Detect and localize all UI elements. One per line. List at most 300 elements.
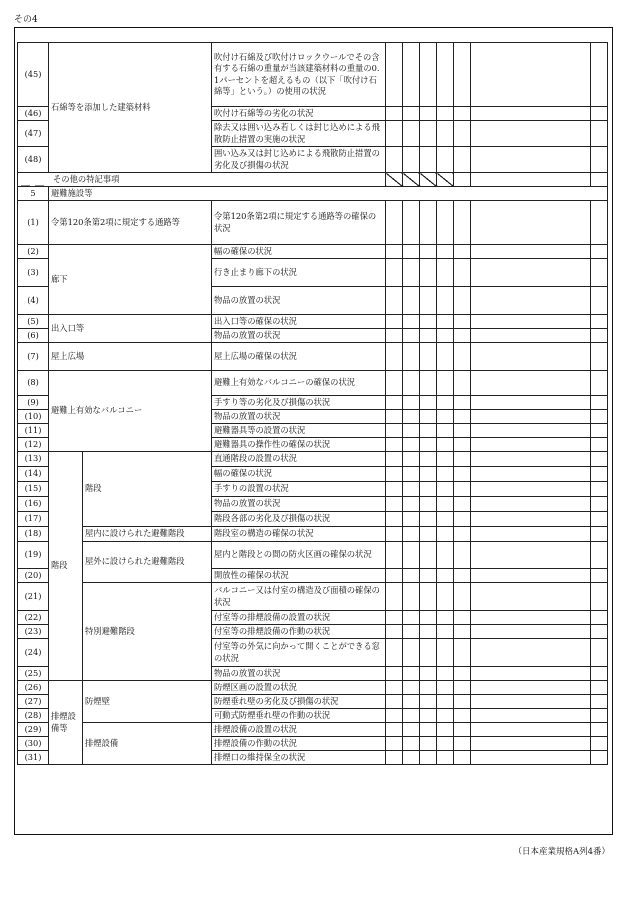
check-cell[interactable] bbox=[591, 467, 608, 482]
check-cell[interactable] bbox=[437, 482, 454, 497]
notes-cell[interactable] bbox=[471, 147, 591, 173]
item-label: 付室等の排煙設備の設置の状況 bbox=[212, 611, 386, 625]
check-cell[interactable] bbox=[403, 371, 420, 396]
check-cell[interactable] bbox=[403, 625, 420, 639]
check-cell[interactable] bbox=[591, 452, 608, 467]
check-cell[interactable] bbox=[386, 424, 403, 438]
item-label: 付室等の排煙設備の作動の状況 bbox=[212, 625, 386, 639]
check-cell[interactable] bbox=[386, 709, 403, 723]
special-notes-text: その他の特記事項 bbox=[53, 173, 120, 184]
check-cell[interactable] bbox=[420, 709, 437, 723]
check-cell[interactable] bbox=[386, 497, 403, 512]
check-cell[interactable] bbox=[454, 147, 471, 173]
check-cell[interactable] bbox=[437, 542, 454, 569]
row-number: (2) bbox=[18, 245, 49, 259]
check-cell[interactable] bbox=[386, 527, 403, 542]
notes-cell[interactable] bbox=[471, 625, 591, 639]
check-cell[interactable] bbox=[403, 737, 420, 751]
check-cell[interactable] bbox=[403, 315, 420, 329]
notes-cell[interactable] bbox=[471, 396, 591, 410]
item-label: 除去又は囲い込み若しくは封じ込めによる飛散防止措置の実施の状況 bbox=[212, 121, 386, 147]
check-cell[interactable] bbox=[403, 497, 420, 512]
check-cell[interactable] bbox=[454, 245, 471, 259]
notes-cell[interactable] bbox=[471, 424, 591, 438]
check-cell[interactable] bbox=[591, 695, 608, 709]
check-cell[interactable] bbox=[386, 329, 403, 343]
check-cell[interactable] bbox=[420, 751, 437, 765]
row-number: (46) bbox=[18, 107, 49, 121]
check-cell[interactable] bbox=[403, 259, 420, 287]
check-cell[interactable] bbox=[420, 583, 437, 611]
check-cell[interactable] bbox=[386, 201, 403, 245]
row-number: (22) bbox=[18, 611, 49, 625]
check-cell[interactable] bbox=[420, 497, 437, 512]
check-cell[interactable] bbox=[437, 497, 454, 512]
check-cell[interactable] bbox=[454, 259, 471, 287]
check-cell[interactable] bbox=[454, 625, 471, 639]
table-row bbox=[18, 371, 608, 396]
notes-cell[interactable] bbox=[471, 497, 591, 512]
item-label: 屋上広場の確保の状況 bbox=[212, 343, 386, 371]
check-cell[interactable] bbox=[437, 583, 454, 611]
check-cell[interactable] bbox=[420, 737, 437, 751]
notes-cell[interactable] bbox=[471, 681, 591, 695]
row-number: (14) bbox=[18, 467, 49, 482]
check-cell[interactable] bbox=[386, 751, 403, 765]
notes-cell[interactable] bbox=[471, 467, 591, 482]
check-cell[interactable] bbox=[420, 467, 437, 482]
check-cell[interactable] bbox=[386, 639, 403, 667]
check-cell[interactable] bbox=[386, 667, 403, 681]
item-label: バルコニー又は付室の構造及び面積の確保の状況 bbox=[212, 583, 386, 611]
category-label: 石綿等を添加した建築材料 bbox=[49, 43, 212, 173]
check-cell[interactable] bbox=[420, 343, 437, 371]
check-cell[interactable] bbox=[420, 569, 437, 583]
notes-cell[interactable] bbox=[471, 410, 591, 424]
notes-cell[interactable] bbox=[471, 107, 591, 121]
notes-cell[interactable] bbox=[471, 315, 591, 329]
check-cell[interactable] bbox=[386, 583, 403, 611]
check-cell[interactable] bbox=[386, 681, 403, 695]
category-label: 排煙設備等 bbox=[49, 681, 83, 765]
check-cell[interactable] bbox=[454, 343, 471, 371]
check-cell[interactable] bbox=[386, 723, 403, 737]
check-cell[interactable] bbox=[437, 695, 454, 709]
subcategory-label: 防煙壁 bbox=[83, 681, 212, 723]
check-cell[interactable] bbox=[420, 625, 437, 639]
check-cell[interactable] bbox=[403, 245, 420, 259]
check-cell[interactable] bbox=[437, 723, 454, 737]
check-cell[interactable] bbox=[454, 201, 471, 245]
item-label: 避難器具の操作性の確保の状況 bbox=[212, 438, 386, 452]
check-cell[interactable] bbox=[386, 147, 403, 173]
check-cell[interactable] bbox=[403, 512, 420, 527]
row-number: (8) bbox=[18, 371, 49, 396]
check-cell[interactable] bbox=[591, 396, 608, 410]
item-label: 令第120条第2項に規定する通路等の確保の状況 bbox=[212, 201, 386, 245]
check-cell[interactable] bbox=[591, 527, 608, 542]
check-cell[interactable] bbox=[403, 343, 420, 371]
row-number: (47) bbox=[18, 121, 49, 147]
check-cell[interactable] bbox=[386, 410, 403, 424]
item-label: 排煙設備の設置の状況 bbox=[212, 723, 386, 737]
item-label: 吹付け石綿及び吹付けロックウールでその含有する石綿の重量が当該建築材料の重量の0.1パーセントを超えるもの（以下「吹付け石綿等」という。）の使用の状況 bbox=[212, 43, 386, 107]
check-cell[interactable] bbox=[403, 43, 420, 107]
check-cell[interactable] bbox=[420, 452, 437, 467]
check-cell[interactable] bbox=[591, 497, 608, 512]
check-cell[interactable] bbox=[437, 201, 454, 245]
check-cell[interactable] bbox=[420, 315, 437, 329]
check-cell[interactable] bbox=[454, 121, 471, 147]
check-cell[interactable] bbox=[420, 482, 437, 497]
check-cell[interactable] bbox=[437, 709, 454, 723]
check-cell[interactable] bbox=[591, 287, 608, 315]
row-number: (3) bbox=[18, 259, 49, 287]
check-cell[interactable] bbox=[454, 173, 471, 187]
row-number: (1) bbox=[18, 201, 49, 245]
check-cell[interactable] bbox=[454, 438, 471, 452]
check-cell[interactable] bbox=[454, 583, 471, 611]
row-number: (7) bbox=[18, 343, 49, 371]
check-cell[interactable] bbox=[437, 147, 454, 173]
table-row bbox=[18, 723, 608, 737]
check-cell[interactable] bbox=[403, 723, 420, 737]
check-cell[interactable] bbox=[386, 452, 403, 467]
check-cell[interactable] bbox=[454, 467, 471, 482]
item-label: 吹付け石綿等の劣化の状況 bbox=[212, 107, 386, 121]
check-cell[interactable] bbox=[420, 371, 437, 396]
check-cell[interactable] bbox=[386, 542, 403, 569]
check-cell[interactable] bbox=[403, 482, 420, 497]
notes-cell[interactable] bbox=[471, 723, 591, 737]
check-cell[interactable] bbox=[454, 315, 471, 329]
notes-cell[interactable] bbox=[471, 371, 591, 396]
check-cell[interactable] bbox=[403, 611, 420, 625]
check-cell[interactable] bbox=[591, 121, 608, 147]
check-cell[interactable] bbox=[386, 625, 403, 639]
check-cell[interactable] bbox=[591, 482, 608, 497]
check-cell[interactable] bbox=[403, 709, 420, 723]
check-cell[interactable] bbox=[591, 625, 608, 639]
item-label: 階段室の構造の確保の状況 bbox=[212, 527, 386, 542]
notes-cell[interactable] bbox=[471, 527, 591, 542]
check-cell[interactable] bbox=[591, 639, 608, 667]
check-cell[interactable] bbox=[591, 147, 608, 173]
check-cell[interactable] bbox=[454, 452, 471, 467]
check-cell[interactable] bbox=[403, 569, 420, 583]
check-cell[interactable] bbox=[591, 737, 608, 751]
check-cell[interactable] bbox=[437, 329, 454, 343]
check-cell[interactable] bbox=[403, 452, 420, 467]
check-cell[interactable] bbox=[454, 512, 471, 527]
check-cell bbox=[437, 173, 454, 187]
check-cell[interactable] bbox=[403, 681, 420, 695]
check-cell[interactable] bbox=[591, 542, 608, 569]
check-cell[interactable] bbox=[591, 315, 608, 329]
check-cell[interactable] bbox=[403, 107, 420, 121]
check-cell[interactable] bbox=[591, 569, 608, 583]
check-cell[interactable] bbox=[437, 259, 454, 287]
check-cell[interactable] bbox=[420, 287, 437, 315]
notes-cell[interactable] bbox=[471, 611, 591, 625]
subcategory-label: 排煙設備 bbox=[83, 723, 212, 765]
row-number: (19) bbox=[18, 542, 49, 569]
check-cell[interactable] bbox=[591, 201, 608, 245]
row-number: (17) bbox=[18, 512, 49, 527]
check-cell[interactable] bbox=[420, 245, 437, 259]
check-cell[interactable] bbox=[386, 695, 403, 709]
check-cell[interactable] bbox=[403, 467, 420, 482]
check-cell[interactable] bbox=[403, 695, 420, 709]
check-cell[interactable] bbox=[591, 245, 608, 259]
check-cell[interactable] bbox=[437, 245, 454, 259]
check-cell[interactable] bbox=[437, 371, 454, 396]
notes-cell[interactable] bbox=[471, 737, 591, 751]
notes-cell[interactable] bbox=[471, 542, 591, 569]
check-cell[interactable] bbox=[420, 438, 437, 452]
check-cell[interactable] bbox=[420, 201, 437, 245]
category-label: 廊下 bbox=[49, 245, 212, 315]
check-cell[interactable] bbox=[437, 639, 454, 667]
check-cell[interactable] bbox=[386, 43, 403, 107]
check-cell[interactable] bbox=[437, 751, 454, 765]
check-cell[interactable] bbox=[386, 315, 403, 329]
check-cell[interactable] bbox=[454, 723, 471, 737]
check-cell[interactable] bbox=[591, 751, 608, 765]
row-number: (6) bbox=[18, 329, 49, 343]
item-label: 屋内と階段との間の防火区画の確保の状況 bbox=[212, 542, 386, 569]
check-cell[interactable] bbox=[420, 410, 437, 424]
notes-cell[interactable] bbox=[471, 639, 591, 667]
row-number: (27) bbox=[18, 695, 49, 709]
check-cell[interactable] bbox=[386, 512, 403, 527]
check-cell[interactable] bbox=[591, 424, 608, 438]
check-cell[interactable] bbox=[437, 107, 454, 121]
check-cell[interactable] bbox=[386, 287, 403, 315]
check-cell[interactable] bbox=[454, 424, 471, 438]
check-cell[interactable] bbox=[454, 410, 471, 424]
check-cell[interactable] bbox=[403, 438, 420, 452]
check-cell[interactable] bbox=[420, 424, 437, 438]
check-cell[interactable] bbox=[591, 371, 608, 396]
check-cell[interactable] bbox=[437, 737, 454, 751]
check-cell[interactable] bbox=[386, 121, 403, 147]
check-cell[interactable] bbox=[591, 611, 608, 625]
check-cell[interactable] bbox=[591, 512, 608, 527]
item-label: 避難器具等の設置の状況 bbox=[212, 424, 386, 438]
check-cell[interactable] bbox=[454, 482, 471, 497]
check-cell[interactable] bbox=[386, 438, 403, 452]
check-cell[interactable] bbox=[420, 329, 437, 343]
check-cell[interactable] bbox=[403, 424, 420, 438]
notes-cell[interactable] bbox=[471, 343, 591, 371]
category-label: 令第120条第2項に規定する通路等 bbox=[49, 201, 212, 245]
check-cell[interactable] bbox=[591, 43, 608, 107]
notes-cell[interactable] bbox=[471, 245, 591, 259]
row-number: (11) bbox=[18, 424, 49, 438]
check-cell bbox=[420, 173, 437, 187]
check-cell[interactable] bbox=[420, 695, 437, 709]
check-cell[interactable] bbox=[403, 751, 420, 765]
check-cell[interactable] bbox=[454, 107, 471, 121]
check-cell[interactable] bbox=[437, 681, 454, 695]
notes-cell[interactable] bbox=[471, 667, 591, 681]
special-notes-label bbox=[18, 173, 386, 187]
item-label: 物品の放置の状況 bbox=[212, 667, 386, 681]
check-cell[interactable] bbox=[454, 371, 471, 396]
notes-cell[interactable] bbox=[471, 43, 591, 107]
check-cell[interactable] bbox=[420, 723, 437, 737]
check-cell[interactable] bbox=[591, 583, 608, 611]
check-cell[interactable] bbox=[386, 245, 403, 259]
check-cell[interactable] bbox=[420, 527, 437, 542]
check-cell[interactable] bbox=[403, 287, 420, 315]
check-cell[interactable] bbox=[454, 527, 471, 542]
check-cell[interactable] bbox=[437, 343, 454, 371]
table-row bbox=[18, 681, 608, 695]
table-row bbox=[18, 583, 608, 611]
check-cell[interactable] bbox=[420, 259, 437, 287]
check-cell[interactable] bbox=[403, 583, 420, 611]
check-cell[interactable] bbox=[437, 527, 454, 542]
item-label: 手すり等の劣化及び損傷の状況 bbox=[212, 396, 386, 410]
check-cell[interactable] bbox=[454, 497, 471, 512]
check-cell[interactable] bbox=[437, 512, 454, 527]
item-label: 物品の放置の状況 bbox=[212, 497, 386, 512]
check-cell[interactable] bbox=[437, 569, 454, 583]
check-cell[interactable] bbox=[386, 482, 403, 497]
check-cell[interactable] bbox=[437, 438, 454, 452]
table-row bbox=[18, 173, 608, 187]
check-cell[interactable] bbox=[591, 723, 608, 737]
check-cell[interactable] bbox=[386, 396, 403, 410]
check-cell[interactable] bbox=[420, 107, 437, 121]
check-cell[interactable] bbox=[386, 343, 403, 371]
check-cell[interactable] bbox=[437, 667, 454, 681]
table-row bbox=[18, 527, 608, 542]
check-cell[interactable] bbox=[420, 681, 437, 695]
notes-cell[interactable] bbox=[471, 259, 591, 287]
notes-cell[interactable] bbox=[471, 512, 591, 527]
notes-cell[interactable] bbox=[471, 452, 591, 467]
check-cell[interactable] bbox=[420, 667, 437, 681]
check-cell[interactable] bbox=[403, 329, 420, 343]
check-cell[interactable] bbox=[420, 542, 437, 569]
check-cell[interactable] bbox=[437, 625, 454, 639]
check-cell[interactable] bbox=[437, 287, 454, 315]
row-number: (30) bbox=[18, 737, 49, 751]
check-cell[interactable] bbox=[403, 410, 420, 424]
check-cell[interactable] bbox=[591, 681, 608, 695]
check-cell[interactable] bbox=[386, 107, 403, 121]
check-cell[interactable] bbox=[591, 438, 608, 452]
check-cell[interactable] bbox=[454, 681, 471, 695]
check-cell[interactable] bbox=[403, 542, 420, 569]
check-cell[interactable] bbox=[437, 121, 454, 147]
check-cell[interactable] bbox=[386, 737, 403, 751]
table-row bbox=[18, 315, 608, 329]
check-cell[interactable] bbox=[437, 315, 454, 329]
row-number: (21) bbox=[18, 583, 49, 611]
item-label: 排煙口の維持保全の状況 bbox=[212, 751, 386, 765]
check-cell[interactable] bbox=[454, 639, 471, 667]
notes-cell[interactable] bbox=[471, 121, 591, 147]
notes-cell[interactable] bbox=[471, 438, 591, 452]
check-cell[interactable] bbox=[454, 695, 471, 709]
check-cell[interactable] bbox=[403, 639, 420, 667]
notes-cell[interactable] bbox=[471, 329, 591, 343]
check-cell[interactable] bbox=[403, 201, 420, 245]
check-cell[interactable] bbox=[437, 410, 454, 424]
row-number: (23) bbox=[18, 625, 49, 639]
check-cell[interactable] bbox=[591, 667, 608, 681]
check-cell[interactable] bbox=[403, 527, 420, 542]
check-cell[interactable] bbox=[454, 709, 471, 723]
check-cell[interactable] bbox=[403, 147, 420, 173]
check-cell[interactable] bbox=[386, 371, 403, 396]
check-cell[interactable] bbox=[454, 611, 471, 625]
check-cell[interactable] bbox=[403, 121, 420, 147]
check-cell[interactable] bbox=[437, 467, 454, 482]
check-cell[interactable] bbox=[437, 452, 454, 467]
notes-cell[interactable] bbox=[471, 173, 591, 187]
check-cell[interactable] bbox=[454, 751, 471, 765]
check-cell[interactable] bbox=[420, 147, 437, 173]
check-cell[interactable] bbox=[420, 512, 437, 527]
notes-cell[interactable] bbox=[471, 709, 591, 723]
check-cell[interactable] bbox=[454, 396, 471, 410]
check-cell[interactable] bbox=[386, 467, 403, 482]
table-row bbox=[18, 43, 608, 107]
check-cell[interactable] bbox=[591, 329, 608, 343]
check-cell[interactable] bbox=[591, 709, 608, 723]
check-cell[interactable] bbox=[437, 396, 454, 410]
check-cell[interactable] bbox=[454, 737, 471, 751]
check-cell[interactable] bbox=[386, 259, 403, 287]
check-cell[interactable] bbox=[437, 43, 454, 107]
check-cell[interactable] bbox=[591, 173, 608, 187]
notes-cell[interactable] bbox=[471, 201, 591, 245]
check-cell[interactable] bbox=[437, 611, 454, 625]
notes-cell[interactable] bbox=[471, 482, 591, 497]
check-cell[interactable] bbox=[591, 259, 608, 287]
notes-cell[interactable] bbox=[471, 583, 591, 611]
check-cell[interactable] bbox=[420, 121, 437, 147]
check-cell[interactable] bbox=[454, 287, 471, 315]
check-cell[interactable] bbox=[420, 396, 437, 410]
check-cell[interactable] bbox=[454, 542, 471, 569]
check-cell[interactable] bbox=[420, 43, 437, 107]
notes-cell[interactable] bbox=[471, 695, 591, 709]
check-cell[interactable] bbox=[591, 107, 608, 121]
check-cell[interactable] bbox=[454, 667, 471, 681]
check-cell[interactable] bbox=[403, 396, 420, 410]
check-cell[interactable] bbox=[454, 43, 471, 107]
check-cell[interactable] bbox=[420, 639, 437, 667]
check-cell[interactable] bbox=[591, 410, 608, 424]
notes-cell[interactable] bbox=[471, 569, 591, 583]
notes-cell[interactable] bbox=[471, 751, 591, 765]
check-cell[interactable] bbox=[420, 611, 437, 625]
check-cell[interactable] bbox=[454, 329, 471, 343]
check-cell[interactable] bbox=[403, 667, 420, 681]
check-cell[interactable] bbox=[386, 611, 403, 625]
check-cell[interactable] bbox=[386, 569, 403, 583]
check-cell[interactable] bbox=[454, 569, 471, 583]
notes-cell[interactable] bbox=[471, 287, 591, 315]
check-cell[interactable] bbox=[437, 424, 454, 438]
check-cell[interactable] bbox=[591, 343, 608, 371]
